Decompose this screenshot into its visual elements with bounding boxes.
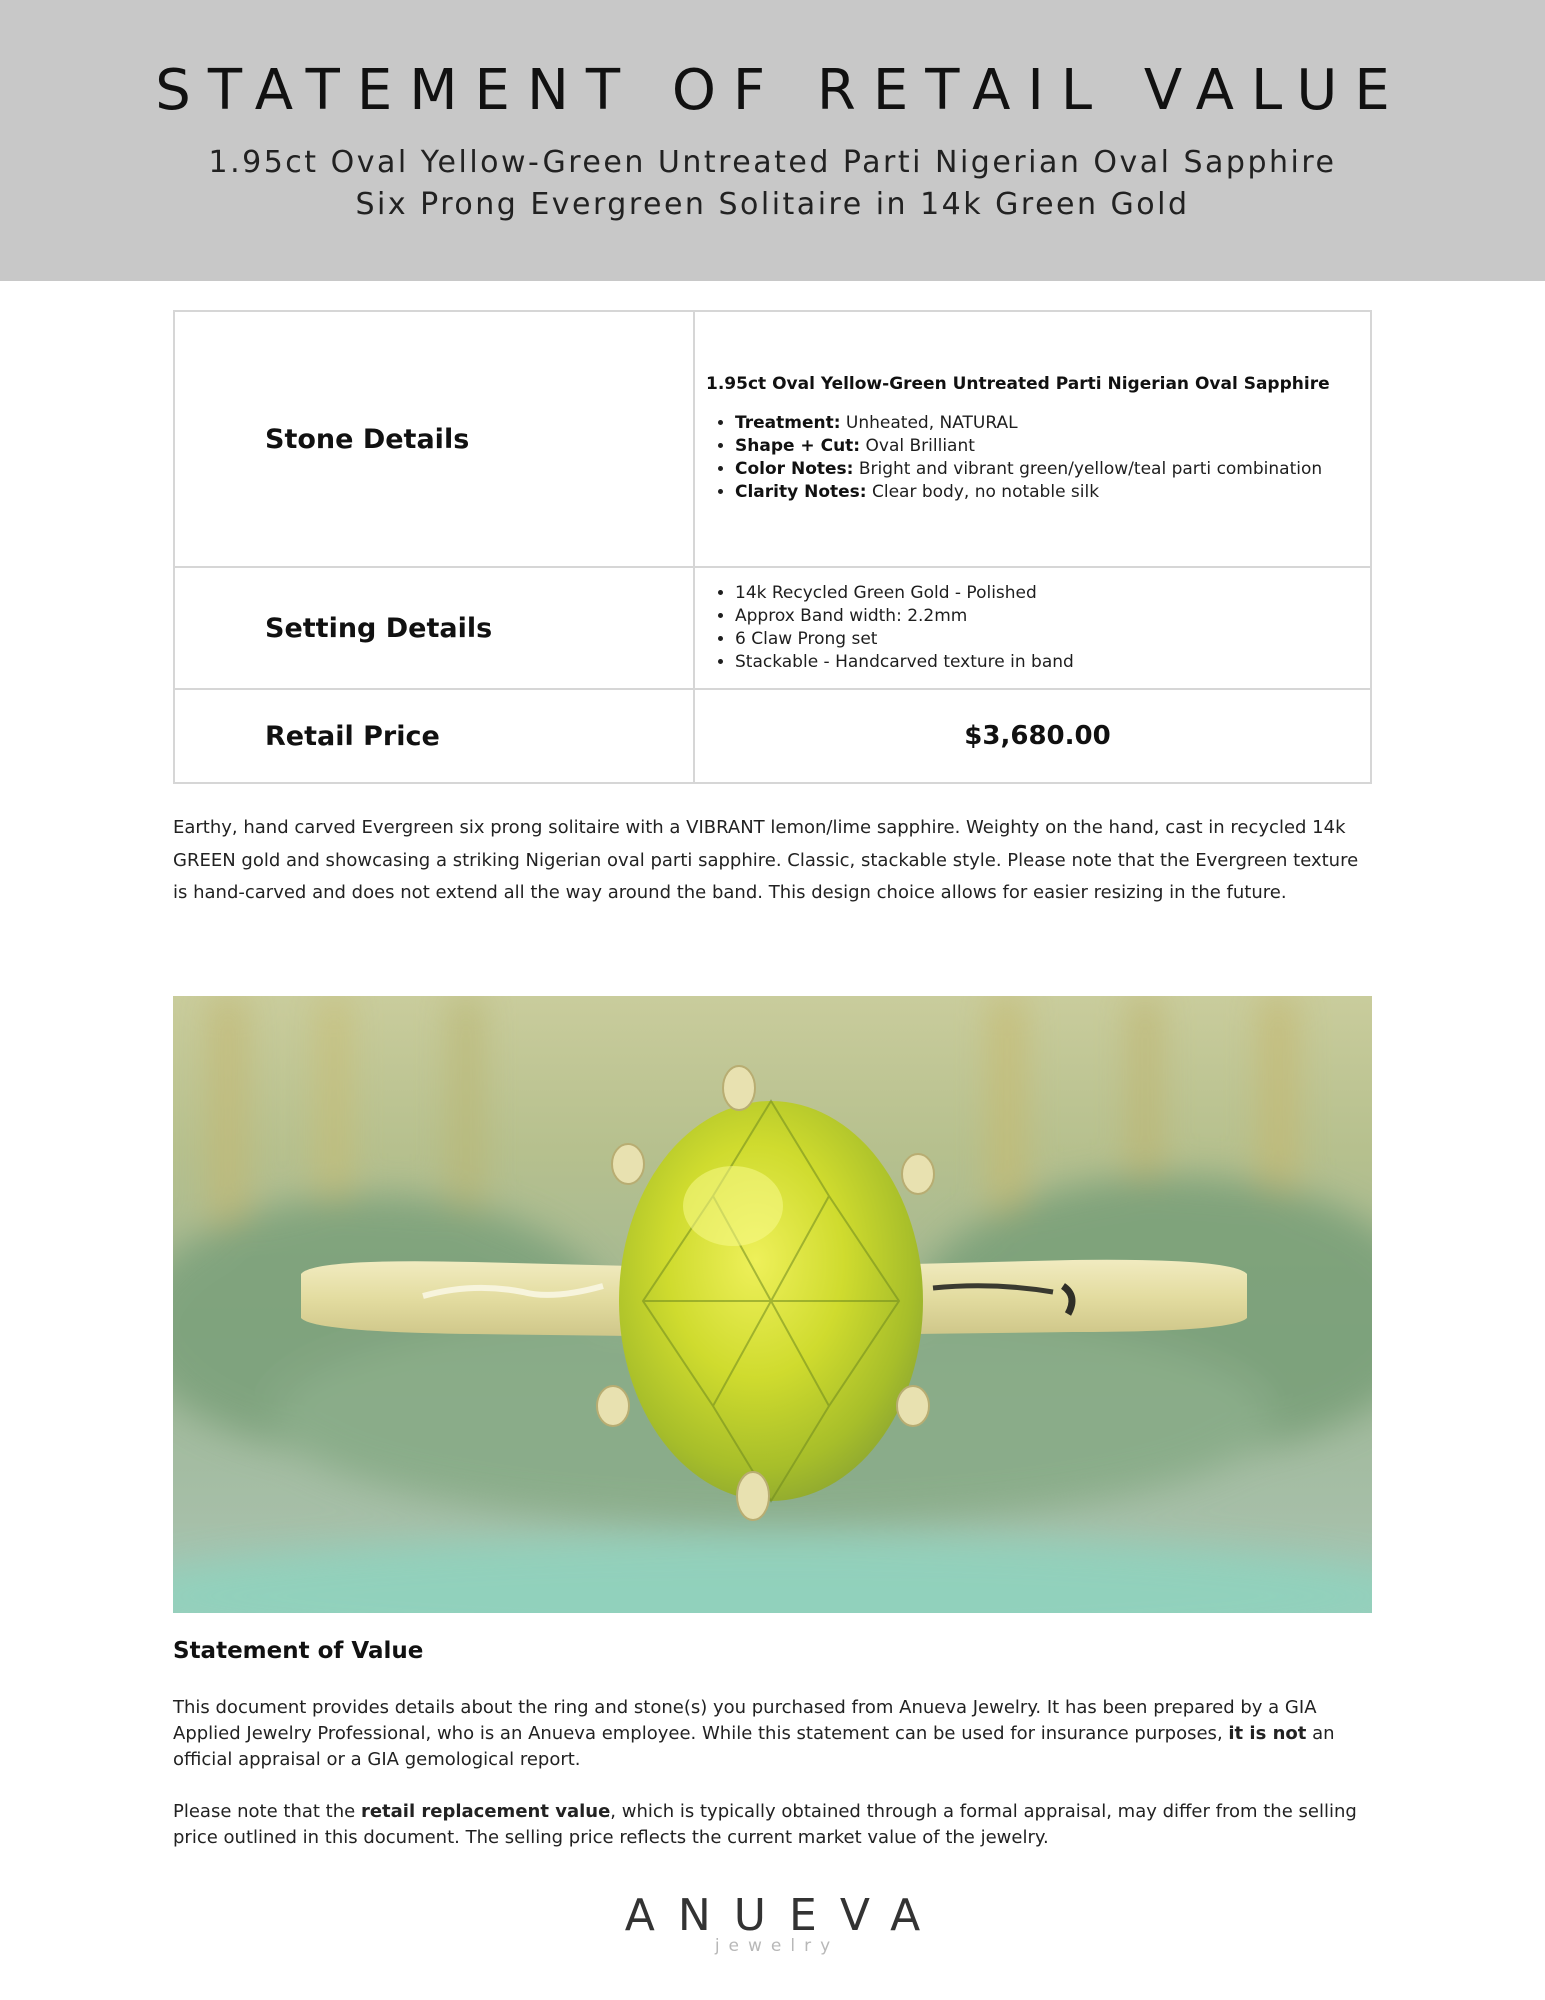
statement-p2-text-b: , which is typically obtained through a formal appraisal, may differ from the selling price outlined in this document. The selling price reflects the current market value of the jewelry. bbox=[173, 1801, 1357, 1848]
ring-photo-illustration bbox=[173, 996, 1372, 1613]
logo-wordmark: ANUEVA bbox=[624, 1890, 944, 1941]
statement-p1-emphasis: it is not bbox=[1228, 1723, 1307, 1744]
retail-price-value: $3,680.00 bbox=[694, 689, 1371, 783]
list-item bbox=[735, 412, 1369, 435]
statement-paragraph-2 bbox=[173, 1799, 1373, 1851]
page-title: STATEMENT OF RETAIL VALUE bbox=[155, 58, 1407, 123]
list-item: • Stackable - Handcarved texture in band bbox=[735, 651, 1369, 674]
setting-details-list bbox=[706, 582, 1369, 674]
list-item bbox=[735, 435, 1369, 458]
setting-details-row bbox=[174, 567, 1371, 689]
logo-subtitle: jewelry bbox=[714, 1936, 840, 1956]
setting-details-value-cell bbox=[694, 567, 1371, 689]
color-notes-key: Color Notes: bbox=[735, 459, 854, 479]
setting-details-label: Setting Details bbox=[265, 612, 493, 644]
stone-heading: 1.95ct Oval Yellow-Green Untreated Parti Nigerian Oval Sapphire bbox=[706, 374, 1330, 394]
list-item bbox=[735, 458, 1369, 481]
shape-cut-value: Oval Brilliant bbox=[860, 436, 975, 456]
statement-p2-emphasis: retail replacement value bbox=[360, 1801, 611, 1822]
shape-cut-key: Shape + Cut: bbox=[735, 436, 861, 456]
color-notes-value: Bright and vibrant green/yellow/teal parti combination bbox=[853, 459, 1323, 479]
retail-price-label: Retail Price bbox=[265, 720, 440, 752]
statement-p1-text-a: This document provides details about the ring and stone(s) you purchased from Anueva Jewelry. It has been prepared by a GIA Applied Jewelry Professional, who is an Anueva employee. While this statement can be used for insurance purposes, bbox=[173, 1697, 1317, 1744]
clarity-notes-value: Clear body, no notable silk bbox=[866, 482, 1100, 502]
stone-details-label: Stone Details bbox=[265, 423, 470, 455]
statement-p2-text-a: Please note that the bbox=[173, 1801, 361, 1822]
setting-details-label-cell bbox=[174, 567, 694, 689]
treatment-key: Treatment: bbox=[735, 413, 841, 433]
clarity-notes-key: Clarity Notes: bbox=[735, 482, 867, 502]
retail-price-label-cell bbox=[174, 689, 694, 783]
stone-details-list bbox=[706, 412, 1369, 504]
header-banner bbox=[0, 0, 1545, 281]
anueva-logo bbox=[0, 1890, 1545, 1956]
stone-details-label-cell bbox=[174, 311, 694, 567]
list-item: • Approx Band width: 2.2mm bbox=[735, 605, 1369, 628]
statement-heading: Statement of Value bbox=[173, 1638, 424, 1664]
stone-details-value-cell bbox=[694, 311, 1371, 567]
retail-price-row bbox=[174, 689, 1371, 783]
product-description: Earthy, hand carved Evergreen six prong solitaire with a VIBRANT lemon/lime sapphire. Weighty on the hand, cast in recycled 14k GREEN gold and showcasing a striking Nigerian oval parti sapphire. Classic, stackable style. Please note that the Evergreen texture is hand-carved and does not extend all the way around the band. This design choice allows for easier resizing in the future. bbox=[173, 817, 1359, 903]
page-subtitle: 1.95ct Oval Yellow-Green Untreated Parti Nigerian Oval Sapphire Six Prong Evergreen Solitaire in 14k Green Gold bbox=[208, 145, 1337, 222]
list-item: • 14k Recycled Green Gold - Polished bbox=[735, 582, 1369, 605]
list-item bbox=[735, 481, 1369, 504]
ring-photo bbox=[173, 996, 1372, 1613]
statement-paragraph-1 bbox=[173, 1695, 1373, 1773]
list-item: • 6 Claw Prong set bbox=[735, 628, 1369, 651]
details-table bbox=[173, 310, 1372, 784]
treatment-value: Unheated, NATURAL bbox=[840, 413, 1018, 433]
statement-p1-text-b: an official appraisal or a GIA gemological report. bbox=[173, 1723, 1335, 1770]
stone-details-row bbox=[174, 311, 1371, 567]
